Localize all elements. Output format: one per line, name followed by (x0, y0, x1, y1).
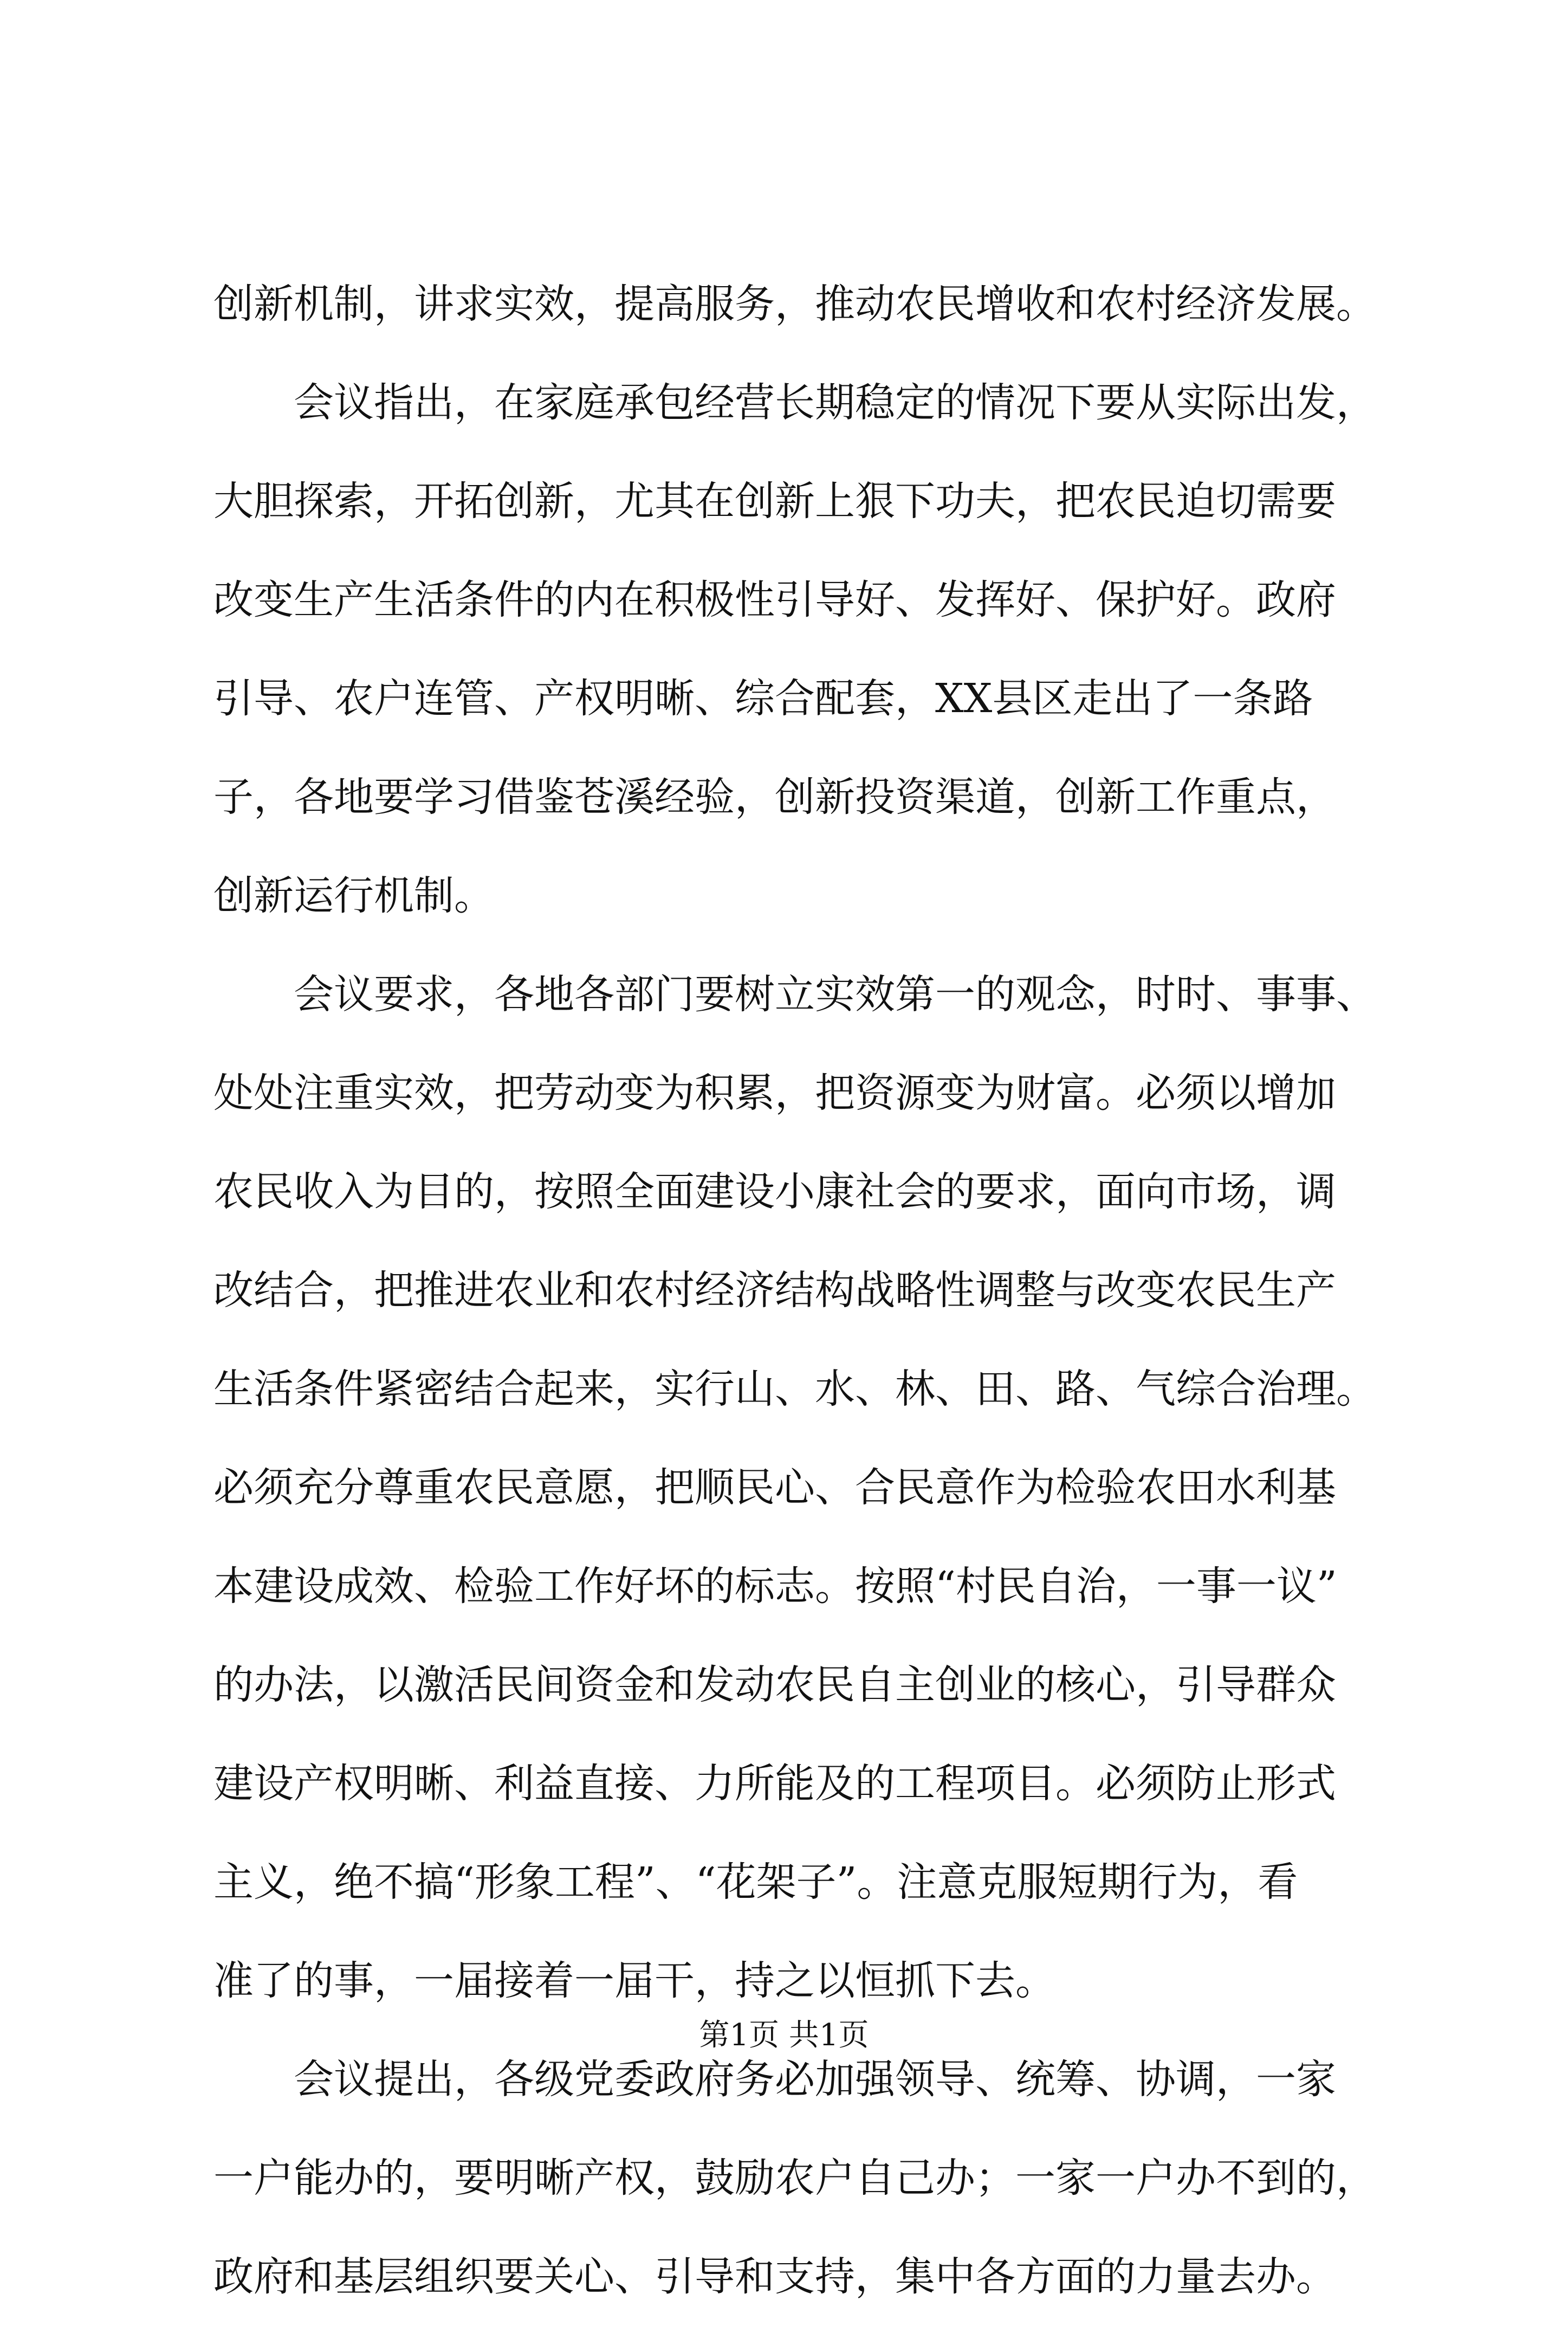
text-line: 本建设成效、检验工作好坏的标志。按照“村民自治，一事一议” (213, 1563, 1337, 1610)
text-line: 改结合，把推进农业和农村经济结构战略性调整与改变农民生产 (213, 1267, 1336, 1314)
text-line: 引导、农户连管、产权明晰、综合配套，XX县区走出了一条路 (213, 675, 1313, 722)
paragraph-first-line: 会议要求，各地各部门要树立实效第一的观念，时时、事事、 (294, 971, 1376, 1018)
text-line: 建设产权明晰、利益直接、力所能及的工程项目。必须防止形式 (213, 1760, 1336, 1807)
text-line: 改变生产生活条件的内在积极性引导好、发挥好、保护好。政府 (213, 577, 1336, 623)
paragraph-first-line: 会议指出，在家庭承包经营长期稳定的情况下要从实际出发， (294, 379, 1376, 426)
page-number-footer: 第1页 共1页 (699, 2018, 869, 2053)
text-line: 创新运行机制。 (213, 873, 494, 919)
paragraph-first-line: 会议提出，各级党委政府务必加强领导、统筹、协调，一家 (294, 2056, 1336, 2103)
text-line: 子，各地要学习借鉴苍溪经验，创新投资渠道，创新工作重点， (213, 774, 1336, 820)
text-line: 大胆探索，开拓创新，尤其在创新上狠下功夫，把农民迫切需要 (213, 478, 1336, 525)
text-line: 一户能办的，要明晰产权，鼓励农户自己办；一家一户办不到的， (213, 2155, 1376, 2201)
text-line: 生活条件紧密结合起来，实行山、水、林、田、路、气综合治理。 (213, 1366, 1376, 1412)
text-line: 主义，绝不搞“形象工程”、“花架子”。注意克服短期行为，看 (213, 1859, 1298, 1905)
text-line: 农民收入为目的，按照全面建设小康社会的要求，面向市场，调 (213, 1168, 1336, 1215)
text-line: 的办法，以激活民间资金和发动农民自主创业的核心，引导群众 (213, 1662, 1336, 1708)
text-line: 必须充分尊重农民意愿，把顺民心、合民意作为检验农田水利基 (213, 1464, 1336, 1511)
text-line: 政府和基层组织要关心、引导和支持，集中各方面的力量去办。 (213, 2253, 1336, 2300)
text-line: 创新机制，讲求实效，提高服务，推动农民增收和农村经济发展。 (213, 281, 1376, 327)
text-line: 准了的事，一届接着一届干，持之以恒抓下去。 (213, 1957, 1055, 2004)
text-line: 处处注重实效，把劳动变为积累，把资源变为财富。必须以增加 (213, 1070, 1336, 1116)
